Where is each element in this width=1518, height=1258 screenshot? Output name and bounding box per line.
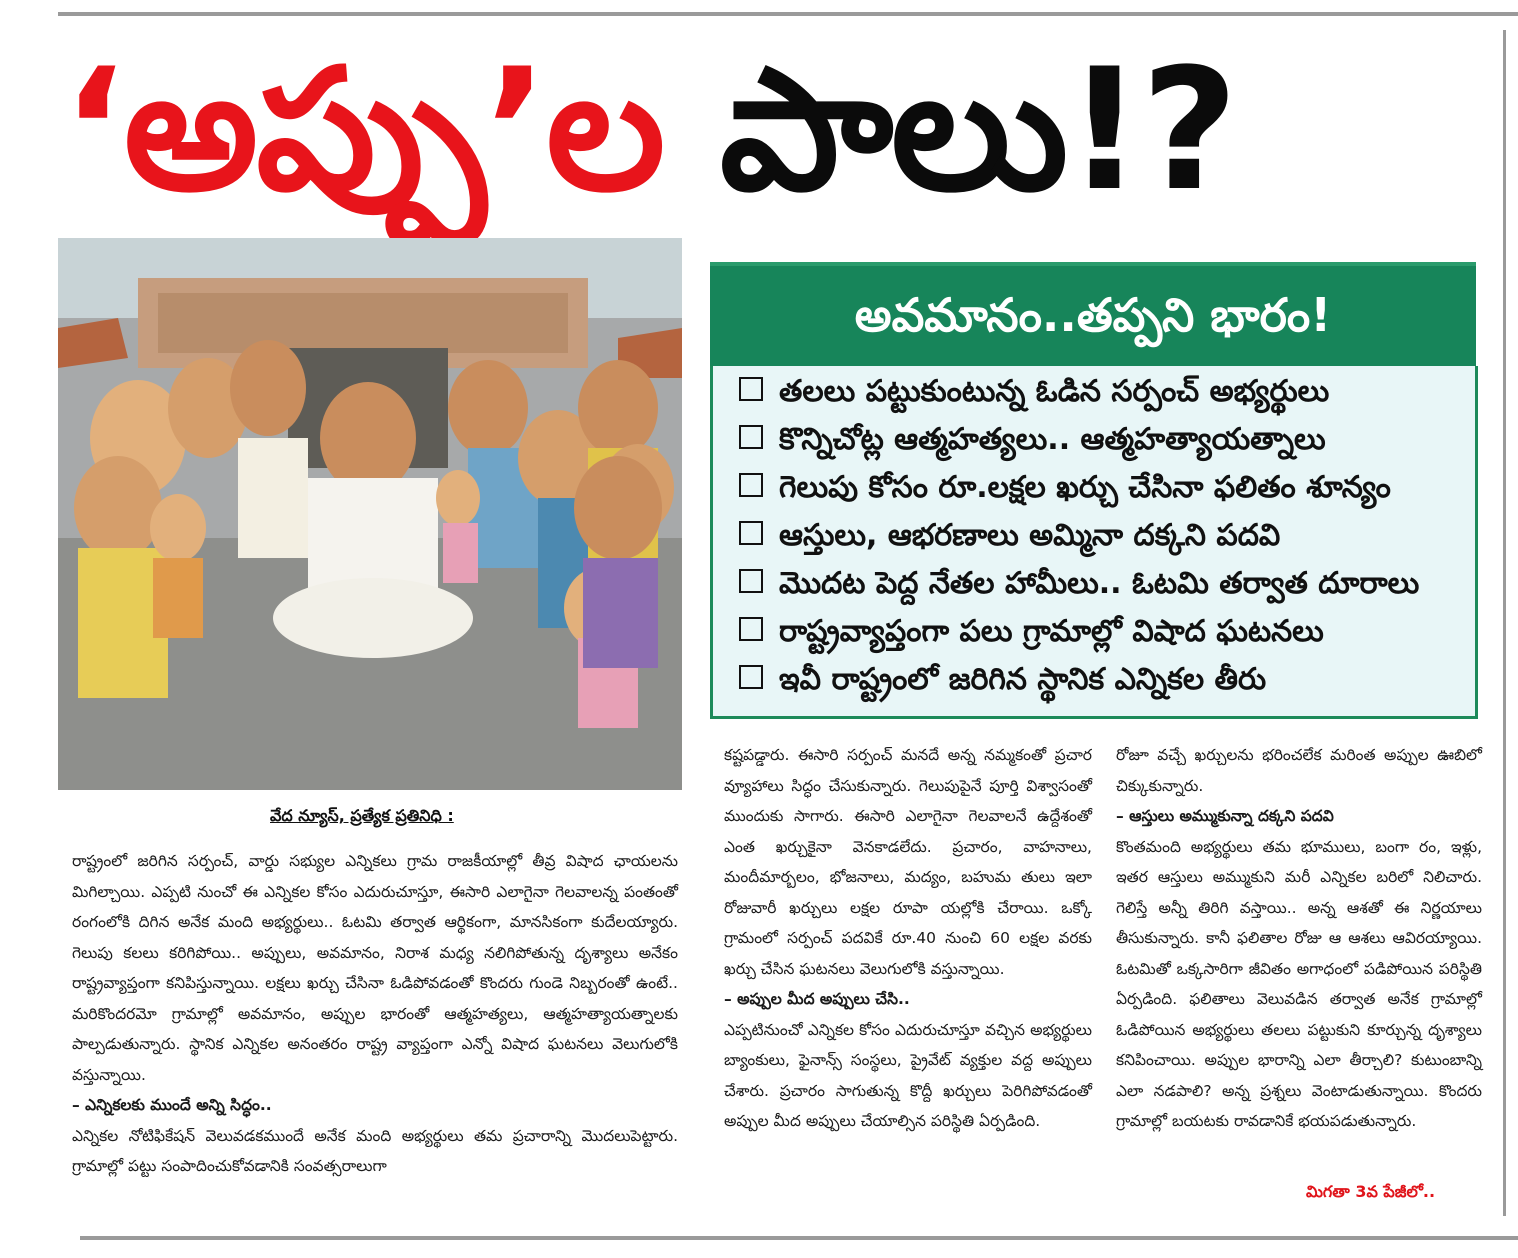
bullet-text: తలలు పట్టుకుంటున్న ఓడిన సర్పంచ్ అభ్యర్థులు [779,374,1330,409]
checkbox-icon [739,473,763,497]
checkbox-icon [739,377,763,401]
bullet-text: కొన్నిచోట్ల ఆత్మహత్యలు.. ఆత్మహత్యాయత్నాలు [779,422,1326,457]
bullet-item [739,518,1280,560]
paragraph: ఎప్పటినుంచో ఎన్నికల కోసం ఎదురుచూస్తూ వచ్చిన అభ్యర్థులు బ్యాంకులు, ఫైనాన్స్ సంస్థలు, ప్రైవేట్ వ్యక్తుల వద్ద అప్పులు చేశారు. ప్రచారం సాగుతున్న కొద్దీ ఖర్చులు పెరిగిపోవడంతో అప్పుల మీద అప్పులు చేయాల్సిన పరిస్థితి ఏర్పడింది. [724,1020,1092,1130]
checkbox-icon [739,665,763,689]
crowd-laughing-image [58,238,682,790]
bullet-item [739,422,1326,464]
bullet-item [739,662,1266,704]
bullet-item [739,566,1419,608]
checkbox-icon [739,617,763,641]
bullet-text: గెలుపు కోసం రూ.లక్షల ఖర్చు చేసినా ఫలితం శూన్యం [779,470,1391,505]
headline-red: ‘అప్పు’ల [62,32,664,228]
headline [62,20,1498,240]
paragraph: కష్టపడ్డారు. ఈసారి సర్పంచ్ మనదే అన్న నమ్మకంతో ప్రచార వ్యూహాలు సిద్ధం చేసుకున్నారు. గెలుపుపైనే పూర్తి విశ్వాసంతో ముందుకు సాగారు. ఈసారి ఎలాగైనా గెలవాలనే ఉద్దేశంతో ఎంత ఖర్చుకైనా వెనకాడలేదు. ప్రచారం, వాహనాలు, మందీమార్బలం, భోజనాలు, మద్యం, బహుమ తులు ఇలా రోజువారీ ఖర్చులు లక్షల రూపా యల్లోకి చేరాయి. ఒక్కో గ్రామంలో సర్పంచ్ పదవికే రూ.40 నుంచి 60 లక్షల వరకు ఖర్చు చేసిన ఘటనలు వెలుగులోకి వస్తున్నాయి. [724,746,1092,978]
continued-note[interactable]: మిగతా 3వ పేజీలో.. [1306,1182,1436,1201]
bullet-text: రాష్ట్రవ్యాప్తంగా పలు గ్రామాల్లో విషాద ఘటనలు [779,614,1324,649]
bullet-item [739,470,1391,512]
box-title-bar [710,262,1476,370]
paragraph: రాష్ట్రంలో జరిగిన సర్పంచ్, వార్డు సభ్యుల ఎన్నికలు గ్రామ రాజకీయాల్లో తీవ్ర విషాద ఛాయలను మిగిల్చాయి. ఎప్పటి నుంచో ఈ ఎన్నికల కోసం ఎదురుచూస్తూ, ఈసారి ఎలాగైనా గెలవాలన్న పంతంతో రంగంలోకి దిగిన అనేక మంది అభ్యర్థులు.. ఓటమి తర్వాత ఆర్థికంగా, మానసికంగా కుదేలయ్యారు. గెలుపు కలలు కరిగిపోయి.. అప్పులు, అవమానం, నిరాశ మధ్య నలిగిపోతున్న దృశ్యాలు అనేకం రాష్ట్రవ్యాప్తంగా కనిపిస్తున్నాయి. లక్షలు ఖర్చు చేసినా ఓడిపోవడంతో కొందరు గుండె నిబ్బరంతో ఉంటే.. మరికొందరమో గ్రామాల్లో అవమానం, అప్పుల భారంతో ఆత్మహత్యలు, ఆత్మహత్యాయత్నాలకు పాల్పడుతున్నారు. స్థానిక ఎన్నికల అనంతరం రాష్ట్ర వ్యాప్తంగా ఎన్నో విషాద ఘటనలు వెలుగులోకి వస్తున్నాయి. [72,852,678,1084]
checkbox-icon [739,569,763,593]
bullet-text: మొదట పెద్ద నేతల హామీలు.. ఓటమి తర్వాత దూరాలు [779,566,1420,601]
article-column-2 [724,740,1092,1137]
bullet-box [710,366,1478,719]
subheading: – ఆస్తులు అమ్ముకున్నా దక్కని పదవి [1116,807,1334,825]
article-column-3 [1116,740,1482,1137]
bottom-rule [80,1236,1518,1240]
bullet-text: ఆస్తులు, ఆభరణాలు అమ్మినా దక్కని పదవి [779,518,1281,553]
subheading: – అప్పుల మీద అప్పులు చేసి.. [724,990,910,1008]
byline: వేద న్యూస్, ప్రత్యేక ప్రతినిధి : [270,806,454,825]
subheading: – ఎన్నికలకు ముందే అన్ని సిద్ధం.. [72,1096,272,1114]
paragraph: కొంతమంది అభ్యర్థులు తమ భూములు, బంగా రం, ఇళ్లు, ఇతర ఆస్తులు అమ్ముకుని మరీ ఎన్నికల బరిలో నిలిచారు. గెలిస్తే అన్నీ తిరిగి వస్తాయి.. అన్న ఆశతో ఈ నిర్ణయాలు తీసుకున్నారు. కానీ ఫలితాల రోజు ఆ ఆశలు ఆవిరయ్యాయి. ఓటమితో ఒక్కసారిగా జీవితం అగాధంలో పడిపోయిన పరిస్థితి ఏర్పడింది. ఫలితాలు వెలువడిన తర్వాత అనేక గ్రామాల్లో ఓడిపోయిన అభ్యర్థులు తలలు పట్టుకుని కూర్చున్న దృశ్యాలు కనిపించాయి. అప్పుల భారాన్ని ఎలా తీర్చాలి? కుటుంబాన్ని ఎలా నడపాలి? అన్న ప్రశ్నలు వెంటాడుతున్నాయి. కొందరు గ్రామాల్లో బయటకు రావడానికే భయపడుతున్నారు. [1116,837,1482,1130]
cartoon-illustration [58,238,682,790]
bullet-item [739,374,1329,416]
article-column-1 [72,846,678,1182]
bullet-item [739,614,1324,656]
top-rule [58,12,1518,16]
checkbox-icon [739,425,763,449]
checkbox-icon [739,521,763,545]
box-title: అవమానం..తప్పని భారం! [854,288,1332,342]
bullet-text: ఇవీ రాష్ట్రంలో జరిగిన స్థానిక ఎన్నికల తీరు [779,662,1267,697]
headline-black: పాలు!? [719,32,1237,228]
right-rule [1503,30,1506,1216]
paragraph: రోజూ వచ్చే ఖర్చులను భరించలేక మరింత అప్పుల ఊబిలో చిక్కుకున్నారు. [1116,746,1482,795]
paragraph: ఎన్నికల నోటిఫికేషన్ వెలువడకముందే అనేక మంది అభ్యర్థులు తమ ప్రచారాన్ని మొదలుపెట్టారు. గ్రామాల్లో పట్టు సంపాదించుకోవడానికి సంవత్సరాలుగా [72,1126,678,1175]
